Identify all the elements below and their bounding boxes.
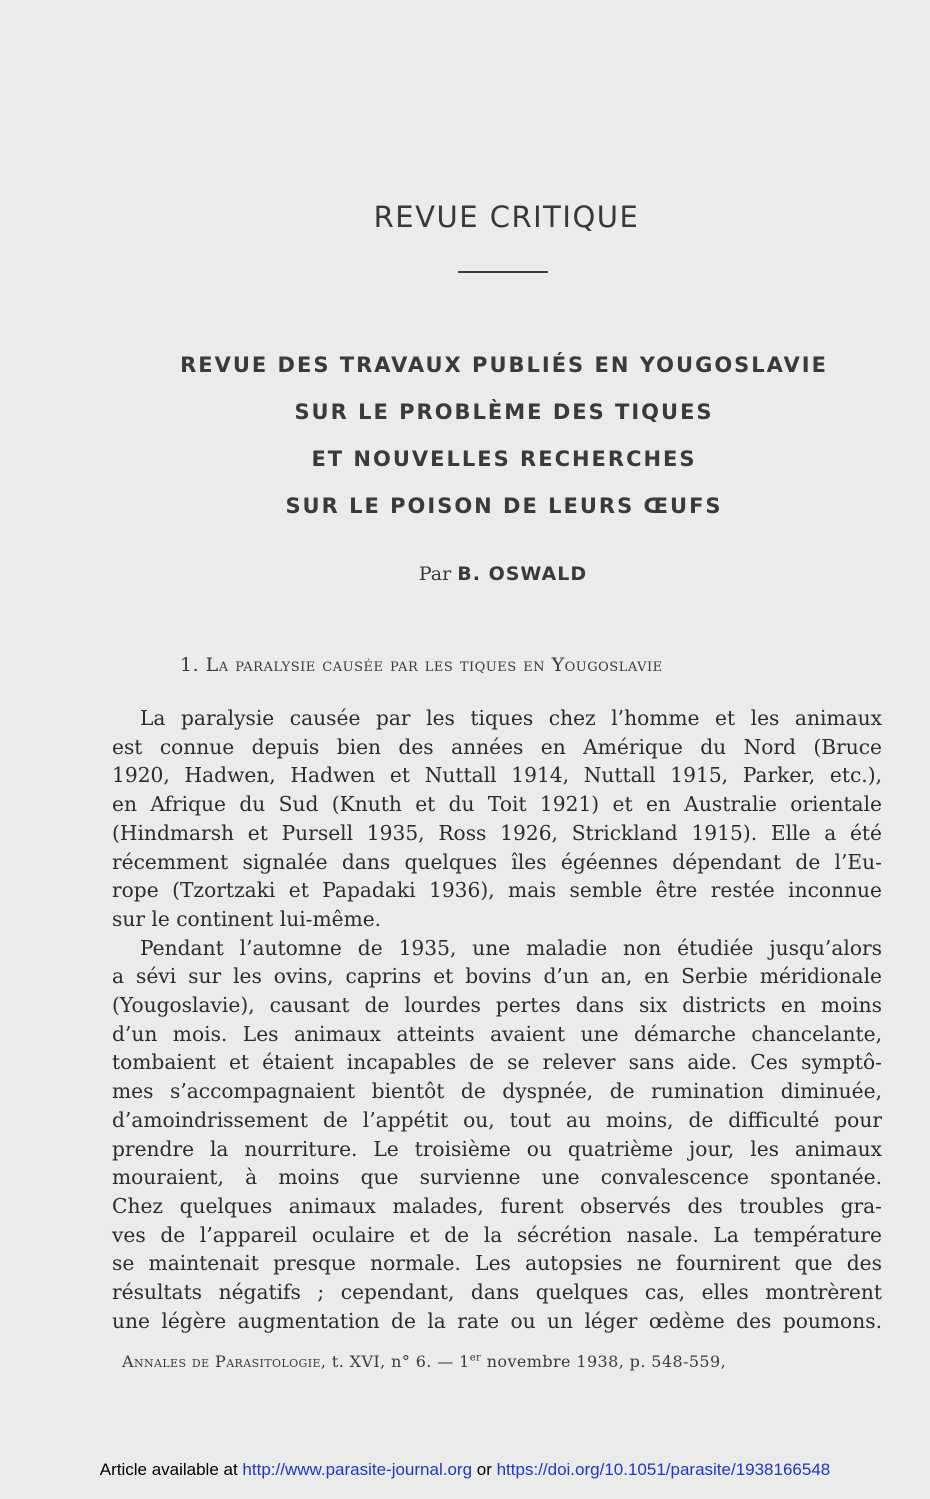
text-line: récemment signalée dans quelques îles égéennes dépendant de l’Eu- xyxy=(112,849,882,874)
section-rubric: REVUE CRITIQUE xyxy=(373,200,640,234)
text-line: (Hindmarsh et Pursell 1935, Ross 1926, Strickland 1915). Elle a été xyxy=(112,820,882,845)
text-line: a sévi sur les ovins, caprins et bovins d’un an, en Serbie méridionale xyxy=(112,964,882,989)
author-name: B. OSWALD xyxy=(457,563,588,585)
byline xyxy=(0,563,930,585)
text-line: en Afrique du Sud (Knuth et du Toit 1921) et en Australie orientale xyxy=(112,792,882,817)
text-line: d’un mois. Les animaux atteints avaient une démarche chancelante, xyxy=(112,1021,882,1046)
section-heading: 1. La paralysie causée par les tiques en Yougoslavie xyxy=(180,654,663,676)
paragraph-1 xyxy=(112,704,882,934)
text-line: ves de l’appareil oculaire et de la sécrétion nasale. La température xyxy=(112,1222,882,1247)
text-line: résultats négatifs ; cependant, dans quelques cas, elles montrèrent xyxy=(112,1280,882,1305)
text-line: se maintenait presque normale. Les autopsies ne fournirent que des xyxy=(112,1251,882,1276)
text-line: d’amoindrissement de l’appétit ou, tout au moins, de difficulté pour xyxy=(112,1107,882,1132)
text-line: sur le continent lui-même. xyxy=(112,906,382,931)
availability-footer xyxy=(0,1460,930,1480)
text-line: La paralysie causée par les tiques chez l’homme et les animaux xyxy=(140,706,882,730)
text-line: tombaient et étaient incapables de se relever sans aide. Ces symptô- xyxy=(112,1050,882,1075)
citation-superscript: er xyxy=(469,1352,482,1364)
byline-prefix: Par xyxy=(418,563,452,585)
title-line: REVUE DES TRAVAUX PUBLIÉS EN YOUGOSLAVIE xyxy=(180,353,828,377)
footer-prefix: Article available at xyxy=(99,1460,243,1479)
text-line: une légère augmentation de la rate ou un léger œdème des poumons. xyxy=(112,1308,882,1333)
text-line: 1920, Hadwen, Hadwen et Nuttall 1914, Nuttall 1915, Parker, etc.), xyxy=(112,763,882,788)
journal-name: Annales de Parasitologie xyxy=(122,1352,321,1371)
title-line: SUR LE POISON DE LEURS ŒUFS xyxy=(285,494,723,518)
text-line: mes s’accompagnaient bientôt de dyspnée, de rumination diminuée, xyxy=(112,1079,882,1104)
text-line: (Yougoslavie), causant de lourdes pertes dans six districts en moins xyxy=(112,993,882,1018)
text-line: prendre la nourriture. Le troisième ou quatrième jour, les animaux xyxy=(112,1136,882,1161)
doi-link[interactable]: https://doi.org/10.1051/parasite/1938166548 xyxy=(496,1460,831,1479)
text-line: est connue depuis bien des années en Amérique du Nord (Bruce xyxy=(112,734,882,759)
footer-middle: or xyxy=(472,1460,497,1479)
title-divider xyxy=(458,271,548,273)
journal-link[interactable]: http://www.parasite-journal.org xyxy=(242,1460,473,1479)
text-line: Pendant l’automne de 1935, une maladie non étudiée jusqu’alors xyxy=(140,935,882,960)
citation-date-pages: novembre 1938, p. 548-559, xyxy=(481,1352,727,1371)
journal-citation xyxy=(122,1352,842,1371)
article-title xyxy=(0,350,930,538)
paragraph-2 xyxy=(112,934,882,1336)
body-text xyxy=(112,704,882,1335)
citation-volume: , t. XVI, n° 6. — 1 xyxy=(320,1352,470,1371)
title-line: SUR LE PROBLÈME DES TIQUES xyxy=(294,400,714,424)
text-line: mouraient, à moins que survienne une convalescence spontanée. xyxy=(112,1165,882,1190)
text-line: Chez quelques animaux malades, furent observés des troubles gra- xyxy=(112,1193,882,1218)
title-line: ET NOUVELLES RECHERCHES xyxy=(311,447,697,471)
text-line: rope (Tzortzaki et Papadaki 1936), mais semble être restée inconnue xyxy=(112,878,882,903)
